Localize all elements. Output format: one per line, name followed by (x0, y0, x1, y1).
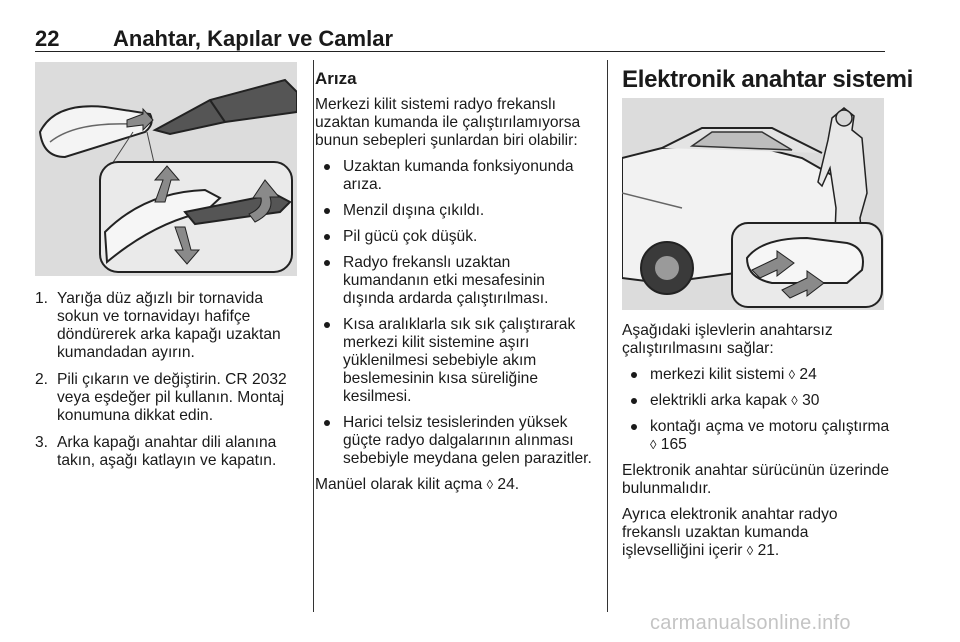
cause-text: Radyo frekanslı uzaktan kumandanın etki mesafesinin dışında ardarda çalıştırılması. (343, 254, 549, 307)
cause-item (315, 158, 600, 194)
feature-ref[interactable]: 24 (799, 366, 817, 383)
arrow-ref-icon[interactable]: ◊ (746, 543, 754, 558)
remote-function-text: Ayrıca elektronik anahtar radyo frekanslı uzaktan kumanda işlevselliğini içerir (622, 506, 838, 559)
electronic-key-column (622, 322, 892, 568)
step-number: 1. (35, 290, 49, 307)
arrow-ref-icon[interactable]: ◊ (650, 437, 657, 452)
feature-text: kontağı açma ve motoru çalıştırma (650, 418, 890, 435)
cause-text: Pil gücü çok düşük. (343, 228, 478, 245)
remote-function-paragraph (622, 506, 892, 560)
step-text: Pili çıkarın ve değiştirin. CR 2032 veya eşdeğer pil kullanın. Montaj konumuna dikkat edin. (57, 371, 287, 424)
column-divider-1 (313, 60, 314, 612)
feature-item (622, 418, 892, 454)
bullet-icon (631, 398, 637, 404)
bullet-icon (324, 420, 330, 426)
arrow-ref-icon[interactable]: ◊ (791, 393, 798, 408)
bullet-icon (324, 322, 330, 328)
manual-unlock-ref[interactable]: 24. (497, 476, 520, 493)
key-battery-illustration (35, 62, 297, 276)
step-text: Arka kapağı anahtar dili alanına takın, aşağı katlayın ve kapatın. (57, 434, 277, 469)
car-door-handle-illustration (622, 98, 884, 310)
electronic-key-features-list (622, 366, 892, 454)
feature-ref[interactable]: 165 (660, 436, 687, 453)
cause-item (315, 228, 600, 246)
section-title: Elektronik anahtar sistemi (622, 66, 913, 93)
bullet-icon (324, 208, 330, 214)
malfunction-heading: Arıza (315, 69, 357, 88)
cause-text: Uzaktan kumanda fonksiyonunda arıza. (343, 158, 574, 193)
arrow-ref-icon[interactable]: ◊ (486, 477, 494, 492)
feature-item (622, 366, 892, 384)
page-number: 22 (35, 26, 60, 51)
step-item (35, 371, 305, 425)
feature-text: merkezi kilit sistemi (650, 366, 785, 383)
bullet-icon (324, 260, 330, 266)
feature-ref[interactable]: 30 (802, 392, 820, 409)
watermark: carmanualsonline.info (650, 612, 851, 634)
feature-item (622, 392, 892, 410)
header-rule (35, 51, 885, 52)
cause-item (315, 316, 600, 406)
cause-text: Harici telsiz tesislerinden yüksek güçte radyo dalgalarının alınması sebebiyle meydana gelen parazitler. (343, 414, 592, 467)
bullet-icon (324, 164, 330, 170)
step-number: 2. (35, 371, 49, 388)
arrow-ref-icon[interactable]: ◊ (788, 367, 796, 382)
step-number: 3. (35, 434, 49, 451)
bullet-icon (631, 424, 637, 430)
step-item (35, 290, 305, 362)
malfunction-causes-list (315, 158, 600, 468)
manual-unlock-paragraph (315, 476, 600, 494)
cause-item (315, 254, 600, 308)
cause-item (315, 202, 600, 220)
step-text: Yarığa düz ağızlı bir tornavida sokun ve tornavidayı hafifçe döndürerek arka kapağı uzaktan kumandadan ayırın. (57, 290, 281, 361)
key-location-paragraph: Elektronik anahtar sürücünün üzerinde bulunmalıdır. (622, 462, 889, 497)
page-header (0, 0, 960, 52)
remote-function-ref[interactable]: 21. (757, 542, 780, 559)
step-item (35, 434, 305, 470)
battery-steps-column (35, 290, 305, 479)
column-divider-2 (607, 60, 608, 612)
electronic-key-intro: Aşağıdaki işlevlerin anahtarsız çalıştırılmasını sağlar: (622, 322, 833, 357)
feature-text: elektrikli arka kapak (650, 392, 787, 409)
manual-unlock-text: Manüel olarak kilit açma (315, 476, 483, 493)
cause-text: Kısa aralıklarla sık sık çalıştırarak merkezi kilit sistemine aşırı yüklenilmesi sebebiyle akım beslemesinin kısa süreliğine kesilmesi. (343, 316, 576, 405)
battery-steps-list (35, 290, 305, 470)
page-title: Anahtar, Kapılar ve Camlar (113, 26, 394, 51)
cause-item (315, 414, 600, 468)
cause-text: Menzil dışına çıkıldı. (343, 202, 485, 219)
bullet-icon (324, 234, 330, 240)
malfunction-column (315, 70, 600, 502)
malfunction-intro: Merkezi kilit sistemi radyo frekanslı uzaktan kumanda ile çalıştırılamıyorsa bunun sebepleri şunlardan biri olabilir: (315, 96, 581, 149)
bullet-icon (631, 372, 637, 378)
